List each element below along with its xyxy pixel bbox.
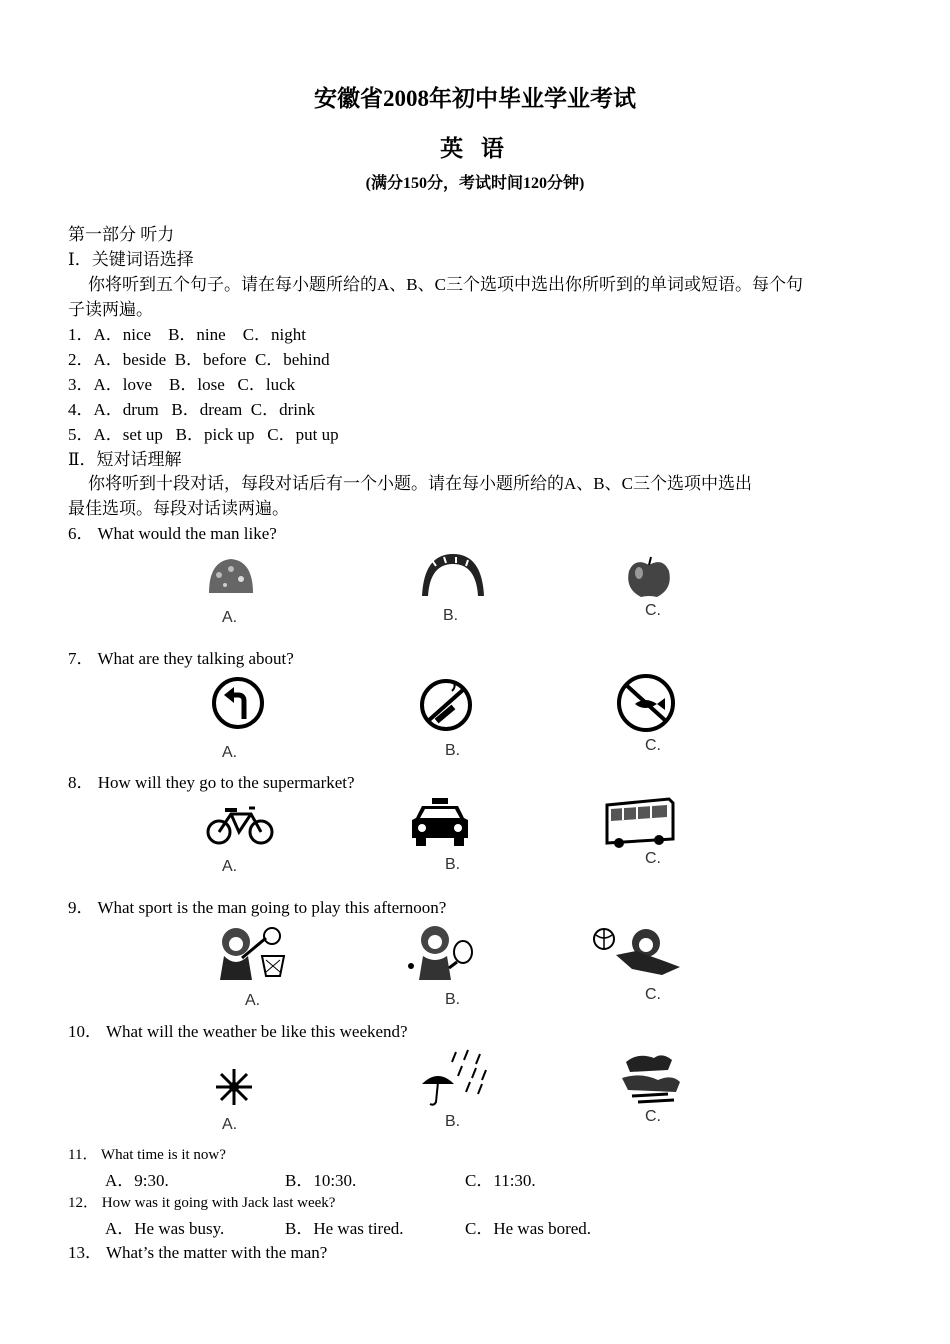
question-2: 2．A．beside B．before C．behind [68, 350, 330, 369]
option-label-a: A. [222, 1116, 238, 1133]
question-12-option-c: C．He was bored. [465, 1219, 592, 1238]
cake-icon [205, 555, 257, 599]
question-11-option-b: B．10:30. [285, 1171, 357, 1190]
question-12-option-b: B．He was tired. [285, 1219, 404, 1238]
tennis-icon [405, 922, 479, 988]
option-label-a: A. [245, 992, 261, 1009]
question-1: 1．A．nice B．nine C．night [68, 325, 306, 344]
section-1-instruction: 你将听到五个句子。请在每小题所给的A、B、C三个选项中选出你所听到的单词或短语。每个句 [88, 275, 803, 294]
bread-icon [418, 550, 488, 600]
volleyball-icon [592, 925, 682, 981]
option-label-a: A. [222, 858, 238, 875]
question-4: 4．A．drum B．dream C．drink [68, 400, 315, 419]
taxi-icon [408, 796, 472, 848]
option-label-c: C. [645, 986, 661, 1003]
question-9: 9． What sport is the man going to play this afternoon? [68, 898, 447, 917]
question-11-option-a: A．9:30. [105, 1171, 169, 1190]
option-label-c: C. [645, 850, 661, 867]
question-5: 5．A．set up B．pick up C．put up [68, 425, 339, 444]
page-title: 安徽省2008年初中毕业学业考试 [314, 86, 636, 111]
question-7: 7． What are they talking about? [68, 649, 294, 668]
section-2-instruction-cont: 最佳选项。每段对话读两遍。 [68, 499, 289, 518]
apple-icon [625, 555, 673, 599]
exam-note: (满分150分，考试时间120分钟) [365, 175, 585, 192]
option-label-b: B. [445, 991, 461, 1008]
part-title: 第一部分 听力 [68, 225, 175, 244]
option-label-c: C. [645, 1108, 661, 1125]
rain-umbrella-icon [420, 1048, 492, 1110]
option-label-b: B. [445, 742, 461, 759]
question-11: 11． What time is it now? [68, 1147, 226, 1163]
option-label-b: B. [445, 1113, 461, 1130]
option-label-a: A. [222, 744, 238, 761]
section-1-title: Ⅰ．关键词语选择 [68, 250, 194, 269]
question-10: 10． What will the weather be like this weekend? [68, 1022, 408, 1041]
wind-icon [618, 1050, 684, 1106]
no-left-turn-icon [210, 675, 266, 731]
subject-title: 英 语 [440, 136, 510, 161]
question-12: 12． How was it going with Jack last week? [68, 1195, 336, 1211]
option-label-b: B. [443, 607, 459, 624]
question-3: 3．A．love B．lose C．luck [68, 375, 296, 394]
question-13: 13． What’s the matter with the man? [68, 1243, 328, 1262]
basketball-icon [212, 924, 294, 992]
no-smoking-icon [418, 675, 474, 735]
section-2-title: Ⅱ．短对话理解 [68, 450, 182, 469]
option-label-a: A. [222, 609, 238, 626]
snowflake-icon [212, 1065, 256, 1109]
no-fishing-icon [615, 672, 677, 734]
bus-icon [603, 795, 677, 851]
option-label-c: C. [645, 737, 661, 754]
option-label-b: B. [445, 856, 461, 873]
question-8: 8． How will they go to the supermarket? [68, 773, 355, 792]
question-11-option-c: C．11:30. [465, 1171, 536, 1190]
question-6: 6． What would the man like? [68, 524, 277, 543]
section-1-instruction-cont: 子读两遍。 [68, 300, 153, 319]
question-12-option-a: A．He was busy. [105, 1219, 225, 1238]
option-label-c: C. [645, 602, 661, 619]
section-2-instruction: 你将听到十段对话，每段对话后有一个小题。请在每小题所给的A、B、C三个选项中选出 [88, 474, 752, 493]
bicycle-icon [205, 802, 275, 848]
